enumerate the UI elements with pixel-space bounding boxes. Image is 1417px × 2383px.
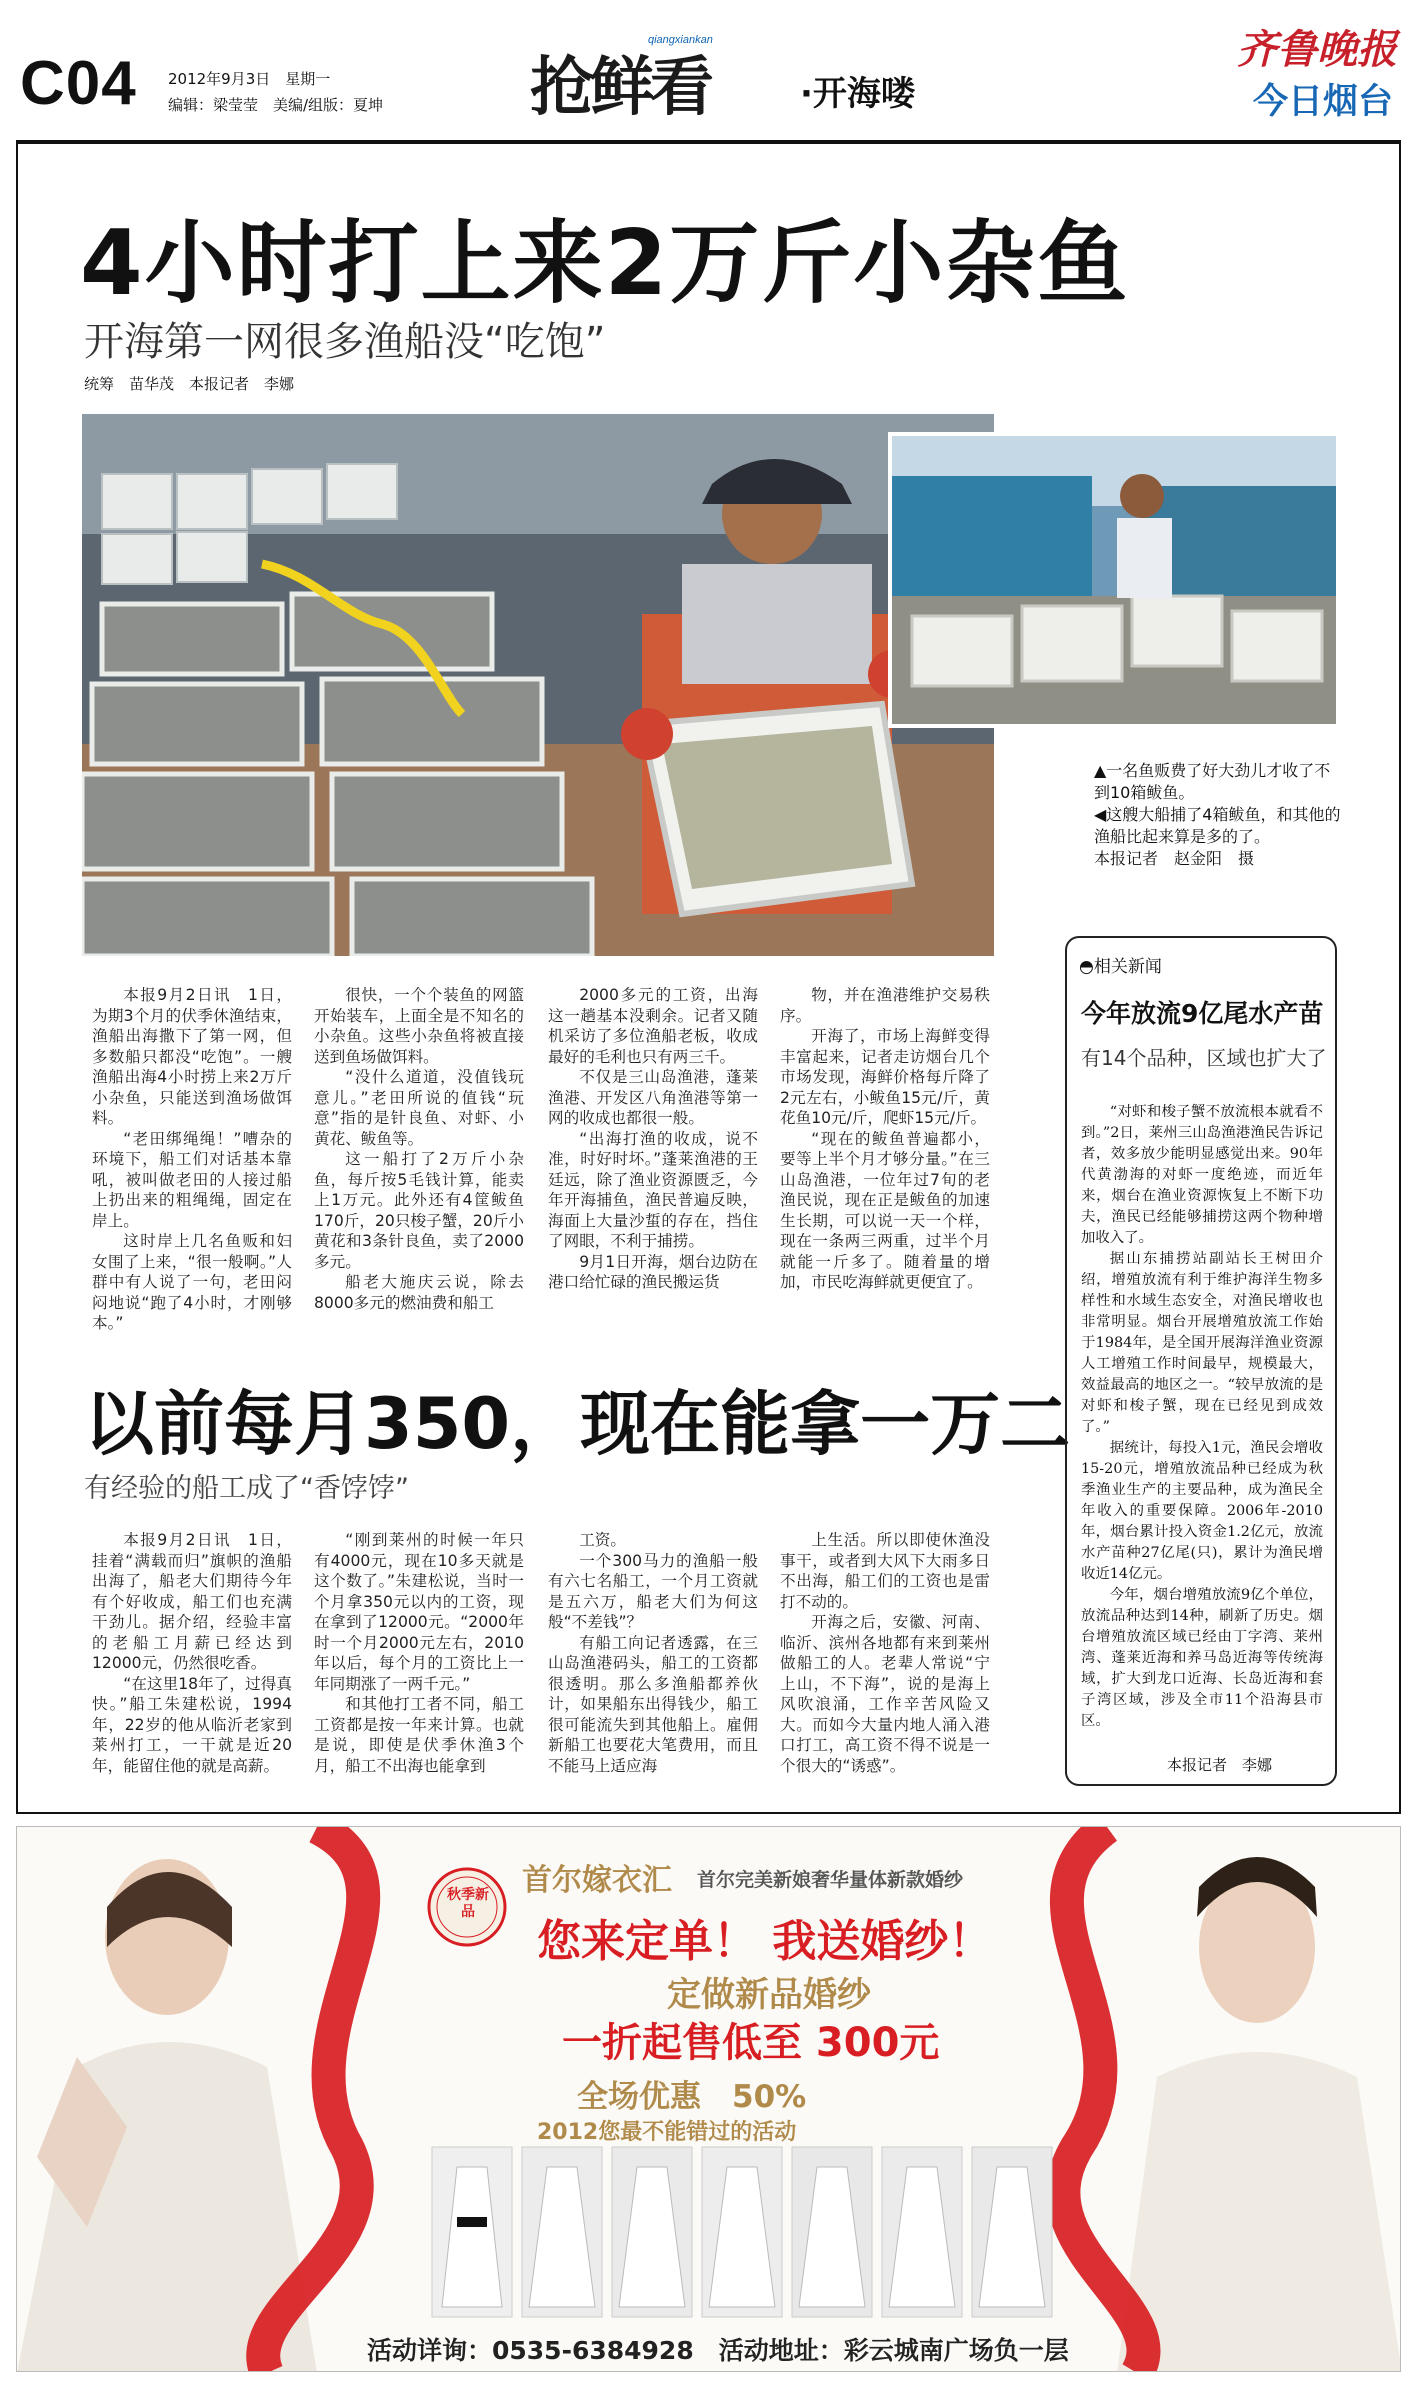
- paragraph: “在这里18年了，过得真快。”船工朱建松说，1994年，22岁的他从临沂老家到莱州打工，一干就是近20年，能留住他的就是高薪。: [92, 1674, 292, 1775]
- ad-promo: 全场优惠 50%: [577, 2079, 807, 2115]
- frame-left: [16, 144, 18, 1814]
- paragraph: 本报9月2日讯 1日，挂着“满载而归”旗帜的渔船出海了，船老大们期待今年有个好收成，船工们也充满干劲儿。据介绍，经验丰富的老船工月薪已经达到12000元，仍然很吃香。: [92, 1531, 292, 1672]
- column-logo-pinyin: qiangxiankan: [648, 34, 713, 46]
- story2-column-4: [780, 1530, 990, 1776]
- paragraph: 本报9月2日讯 1日，为期3个月的伏季休渔结束，渔船出海撒下了第一网，但多数船只都没“吃饱”。一艘渔船出海4小时捞上来2万斤小杂鱼，只能送到渔场做饵料。: [92, 986, 292, 1127]
- paragraph: 据山东捕捞站副站长王树田介绍，增殖放流有利于维护海洋生物多样性和水域生态安全，对渔民增收也非常明显。烟台开展增殖放流工作始于1984年，是全国开展海洋渔业资源人工增殖工作时间最早，规模最大，效益最高的地区之一。“较早放流的是对虾和梭子蟹，现在已经见到成效了。”: [1081, 1251, 1323, 1435]
- paragraph: 很快，一个个装鱼的网篮开始装车，上面全是不知名的小杂鱼。这些小杂鱼将被直接送到鱼场做饵料。: [314, 986, 524, 1066]
- paragraph: 不仅是三山岛渔港，蓬莱渔港、开发区八角渔港等第一网的收成也都很一般。: [548, 1068, 758, 1127]
- ad-brand-tagline: 首尔完美新娘奢华量体新款婚纱: [697, 1869, 964, 1891]
- main-headline: 4小时打上来2万斤小杂鱼: [80, 211, 1130, 316]
- frame-bottom: [16, 1812, 1401, 1814]
- column-logo: [530, 30, 800, 125]
- paragraph: “对虾和梭子蟹不放流根本就看不到。”2日，莱州三山岛渔港渔民告诉记者，效多放少能明显感觉出来。90年代黄渤海的对虾一度绝迹，而近年来，烟台在渔业资源恢复上不断下功夫，渔民已经能够捕捞这两个物种增加收入了。: [1081, 1104, 1323, 1246]
- newspaper-masthead: 齐鲁晚报: [1237, 26, 1397, 73]
- main-subheadline: 开海第一网很多渔船没“吃饱”: [84, 319, 606, 365]
- section-title: ·开海喽: [800, 74, 915, 114]
- paragraph: “现在的鲅鱼普遍都小，要等上半个月才够分量。”在三山岛渔港，一位年过7旬的老渔民说，现在正是鲅鱼的加速生长期，可以说一天一个样，现在一条两三两重，过半个月就能一斤多了。随着量的增加，市民吃海鲜就更便宜了。: [780, 1129, 990, 1291]
- paragraph: 开海之后，安徽、河南、临沂、滨州各地都有来到莱州做船工的人。老辈人常说“宁上山，不下海”，说的是海上风吹浪涌，工作辛苦风险又大。而如今大量内地人涌入港口打工，高工资不得不说是一个很大的“诱惑”。: [780, 1613, 990, 1775]
- paragraph: 据统计，每投入1元，渔民会增收15-20元，增殖放流品种已经成为秋季渔业生产的主要品种，成为渔民全年收入的重要保障。2006年-2010年，烟台累计投入资金1.2亿元，放流水产苗种27亿尾(只)，累计为渔民增收近14亿元。: [1081, 1440, 1323, 1582]
- paragraph: 和其他打工者不同，船工工资都是按一年来计算。也就是说，即使是伏季休渔3个月，船工不出海也能拿到: [314, 1695, 524, 1775]
- paragraph: “刚到莱州的时候一年只有4000元，现在10多天就是这个数了。”朱建松说，当时一个月拿350元以内的工资，现在拿到了12000元。“2000年时一个月2000元左右，2010年以后，每个月的工资比上一年同期涨了一两千元。”: [314, 1531, 524, 1693]
- related-news-subtitle: 有14个品种，区域也扩大了: [1081, 1046, 1327, 1070]
- story1-column-2: [314, 985, 524, 1313]
- wedding-dress-advertisement: [16, 1826, 1401, 2372]
- story1-column-3: [548, 985, 758, 1293]
- paragraph: “出海打渔的收成，说不准，时好时坏。”蓬莱渔港的王廷远，除了渔业资源匮乏，今年开海捕鱼，渔民普遍反映，海面上大量沙蜇的存在，挡住了网眼，不利于捕捞。: [548, 1129, 758, 1250]
- story1-column-1: [92, 985, 292, 1334]
- photo-caption: [1094, 760, 1344, 870]
- fishing-boat-photo: [82, 414, 994, 956]
- paragraph: 上生活。所以即使休渔没事干，或者到大风下大雨多日不出海，船工们的工资也是雷打不动的。: [780, 1531, 990, 1611]
- paragraph: 9月1日开海，烟台边防在港口给忙碌的渔民搬运货: [548, 1252, 758, 1291]
- paragraph: 一个300马力的渔船一般有六七名船工，一个月工资就是五六万，船老大们为何这般“不差钱”？: [548, 1551, 758, 1631]
- paragraph: “老田绑绳绳！”嘈杂的环境下，船工们对话基本靠吼，被叫做老田的人接过船上扔出来的粗绳绳，固定在岸上。: [92, 1129, 292, 1230]
- paragraph: 今年，烟台增殖放流9亿个单位，放流品种达到14种，刷新了历史。烟台增殖放流区域已经由丁字湾、莱州湾、蓬莱近海和养马岛近海等传统海域，扩大到龙口近海、长岛近海和套子湾区域，涉及全市11个沿海县市区。: [1081, 1587, 1323, 1729]
- paragraph: 开海了，市场上海鲜变得丰富起来，记者走访烟台几个市场发现，海鲜价格每斤降了2元左右，小鲅鱼15元/斤，黄花鱼10元/斤，爬虾15元/斤。: [780, 1027, 990, 1127]
- paragraph: 有船工向记者透露，在三山岛渔港码头，船工的工资都很透明。那么多渔船都养伙计，如果船东出得钱少，船工很可能流失到其他船上。雇佣新船工也要花大笔费用，而且不能马上适应海: [548, 1633, 758, 1775]
- second-subheadline: 有经验的船工成了“香饽饽”: [84, 1473, 409, 1504]
- related-news-box: [1065, 936, 1337, 1786]
- page-header: [0, 0, 1417, 140]
- story2-column-2: [314, 1530, 524, 1776]
- frame-right: [1399, 144, 1401, 1814]
- related-news-label: ◓相关新闻: [1079, 957, 1162, 977]
- paragraph: “没什么道道，没值钱玩意儿。”老田所说的值钱“玩意”指的是针良鱼、对虾、小黄花、鲅鱼等。: [314, 1068, 524, 1148]
- ad-badge: 秋季新品: [447, 1887, 489, 1920]
- paragraph: 这时岸上几名鱼贩和妇女围了上来，“很一般啊。”人群中有人说了一句，老田闷闷地说“跑了4小时，才刚够本。”: [92, 1232, 292, 1332]
- second-headline: 以前每月350，现在能拿一万二: [84, 1383, 1071, 1465]
- main-byline: 统筹 苗华茂 本报记者 李娜: [84, 375, 295, 393]
- paragraph: 物，并在渔港维护交易秩序。: [780, 986, 990, 1025]
- ad-line-custom-gowns: 定做新品婚纱: [667, 1975, 871, 2015]
- editor-credits: 编辑：梁莹莹 美编/组版：夏坤: [168, 96, 384, 114]
- caption-credit: 本报记者 赵金阳 摄: [1094, 849, 1255, 868]
- paragraph: 船老大施庆云说，除去8000多元的燃油费和船工: [314, 1273, 524, 1312]
- page-number: C04: [20, 49, 137, 118]
- fish-crates-illustration: [82, 414, 994, 956]
- ad-headline: 您来定单！ 我送婚纱！: [537, 1916, 993, 1967]
- caption-line-2: ◀这艘大船捕了4箱鲅鱼，和其他的渔船比起来算是多的了。: [1094, 805, 1341, 846]
- ad-event-line: 2012您最不能错过的活动: [537, 2120, 797, 2145]
- issue-date: 2012年9月3日 星期一: [168, 70, 331, 88]
- paragraph: 2000多元的工资，出海这一趟基本没剩余。记者又随机采访了多位渔船老板，收成最好的毛利也只有两三千。: [548, 986, 758, 1066]
- ad-contact-info: 活动详询：0535-6384928 活动地址：彩云城南广场负一层: [367, 2336, 1069, 2365]
- edition-name: 今日烟台: [1252, 82, 1393, 122]
- related-news-author: 本报记者 李娜: [1167, 1756, 1273, 1774]
- dock-illustration: [892, 436, 1336, 724]
- fish-vendor-photo: [888, 432, 1340, 728]
- header-rule: [16, 140, 1401, 144]
- circle-icon: ◓: [1079, 957, 1094, 977]
- related-news-title: 今年放流9亿尾水产苗: [1081, 999, 1324, 1028]
- ad-brand: 首尔嫁衣汇: [522, 1863, 672, 1898]
- story2-column-1: [92, 1530, 292, 1776]
- ad-discount: 一折起售低至 300元: [562, 2020, 940, 2066]
- paragraph: 这一船打了2万斤小杂鱼，每斤按5毛钱计算，能卖上1万元。此外还有4筐鲅鱼170斤，20只梭子蟹，20斤小黄花和3条针良鱼，卖了2000多元。: [314, 1150, 524, 1271]
- story1-column-4: [780, 985, 990, 1293]
- paragraph: 工资。: [579, 1531, 626, 1549]
- column-logo-text: 抢鲜看: [530, 51, 710, 125]
- caption-line-1: ▲一名鱼贩费了好大劲儿才收了不到10箱鲅鱼。: [1094, 761, 1331, 802]
- gown-thumbnails: [432, 2147, 1052, 2317]
- story2-column-3: [548, 1530, 758, 1776]
- related-news-body: [1081, 1102, 1323, 1732]
